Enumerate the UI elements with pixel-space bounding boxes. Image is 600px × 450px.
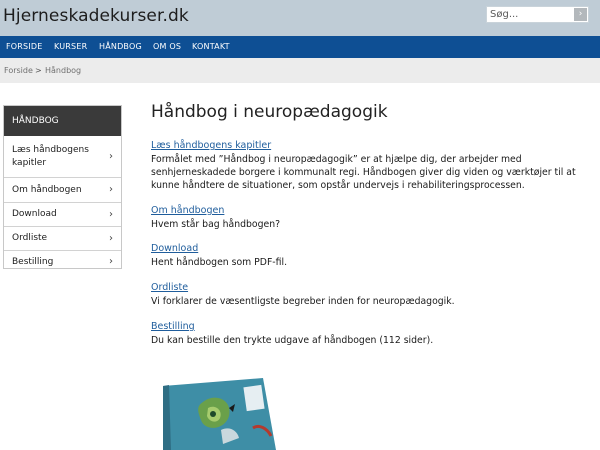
section-description: Hent håndbogen som PDF-fil. [151, 257, 288, 268]
breadcrumb [0, 58, 600, 83]
nav-item-handbog[interactable]: HÅNDBOG [99, 42, 142, 51]
link-laes-kapitler[interactable]: Læs håndbogens kapitler [151, 140, 272, 151]
link-bestilling[interactable]: Bestilling [151, 321, 195, 332]
sidebar-item-label: Bestilling [12, 257, 54, 267]
sidebar-item-kapitler[interactable] [4, 136, 121, 178]
nav-item-forside[interactable]: FORSIDE [6, 42, 43, 51]
nav-item-om-os[interactable]: OM OS [153, 42, 182, 51]
sidebar-item-label: Download [12, 209, 57, 219]
section-description: Du kan bestille den trykte udgave af håndbogen (112 sider). [151, 335, 434, 346]
link-om-handbogen[interactable]: Om håndbogen [151, 205, 225, 216]
chevron-right-icon: › [109, 256, 113, 267]
search-button[interactable] [574, 8, 587, 21]
breadcrumb-separator: > [35, 66, 42, 75]
link-download[interactable]: Download [151, 243, 199, 254]
site-header [0, 0, 600, 36]
chevron-right-icon: › [109, 150, 113, 162]
link-ordliste[interactable]: Ordliste [151, 282, 189, 293]
section-description: Vi forklarer de væsentligste begreber inden for neuropædagogik. [151, 296, 455, 307]
search-icon: › [578, 9, 583, 19]
sidebar-item-label: Ordliste [12, 233, 48, 243]
sidebar-item-bestilling[interactable] [4, 251, 121, 269]
sidebar-item-download[interactable] [4, 203, 121, 227]
nav-item-kontakt[interactable]: KONTAKT [192, 42, 230, 51]
search-box [486, 6, 589, 23]
breadcrumb-home[interactable]: Forside [4, 66, 33, 75]
chevron-right-icon: › [109, 208, 113, 220]
sidebar-menu [3, 105, 122, 269]
section-description: Formålet med ”Håndbog i neuropædagogik” er at hjælpe dig, der arbejder med senhjerneskadede borgere i kommunalt regi. Håndbogen giver dig viden og værktøjer til at kunne håndtere de situationer, som opstår undervejs i rehabiliteringsprocessen. [151, 154, 576, 191]
breadcrumb-current: Håndbog [45, 66, 82, 75]
sidebar-item-label: Læs håndbogens kapitler [12, 145, 89, 168]
sidebar-item-label: Om håndbogen [12, 185, 82, 195]
book-cover-image [163, 378, 276, 450]
chevron-right-icon: › [109, 184, 113, 195]
site-title[interactable]: Hjerneskadekurser.dk [3, 6, 189, 26]
main-nav [0, 36, 600, 58]
sidebar-title: HÅNDBOG [4, 106, 121, 136]
sidebar-item-ordliste[interactable] [4, 227, 121, 251]
search-input[interactable] [487, 7, 573, 22]
nav-item-kurser[interactable]: KURSER [54, 42, 88, 51]
chevron-right-icon: › [109, 232, 113, 244]
section-description: Hvem står bag håndbogen? [151, 219, 281, 230]
page-title: Håndbog i neuropædagogik [151, 102, 388, 122]
sidebar-item-om-handbogen[interactable] [4, 178, 121, 203]
